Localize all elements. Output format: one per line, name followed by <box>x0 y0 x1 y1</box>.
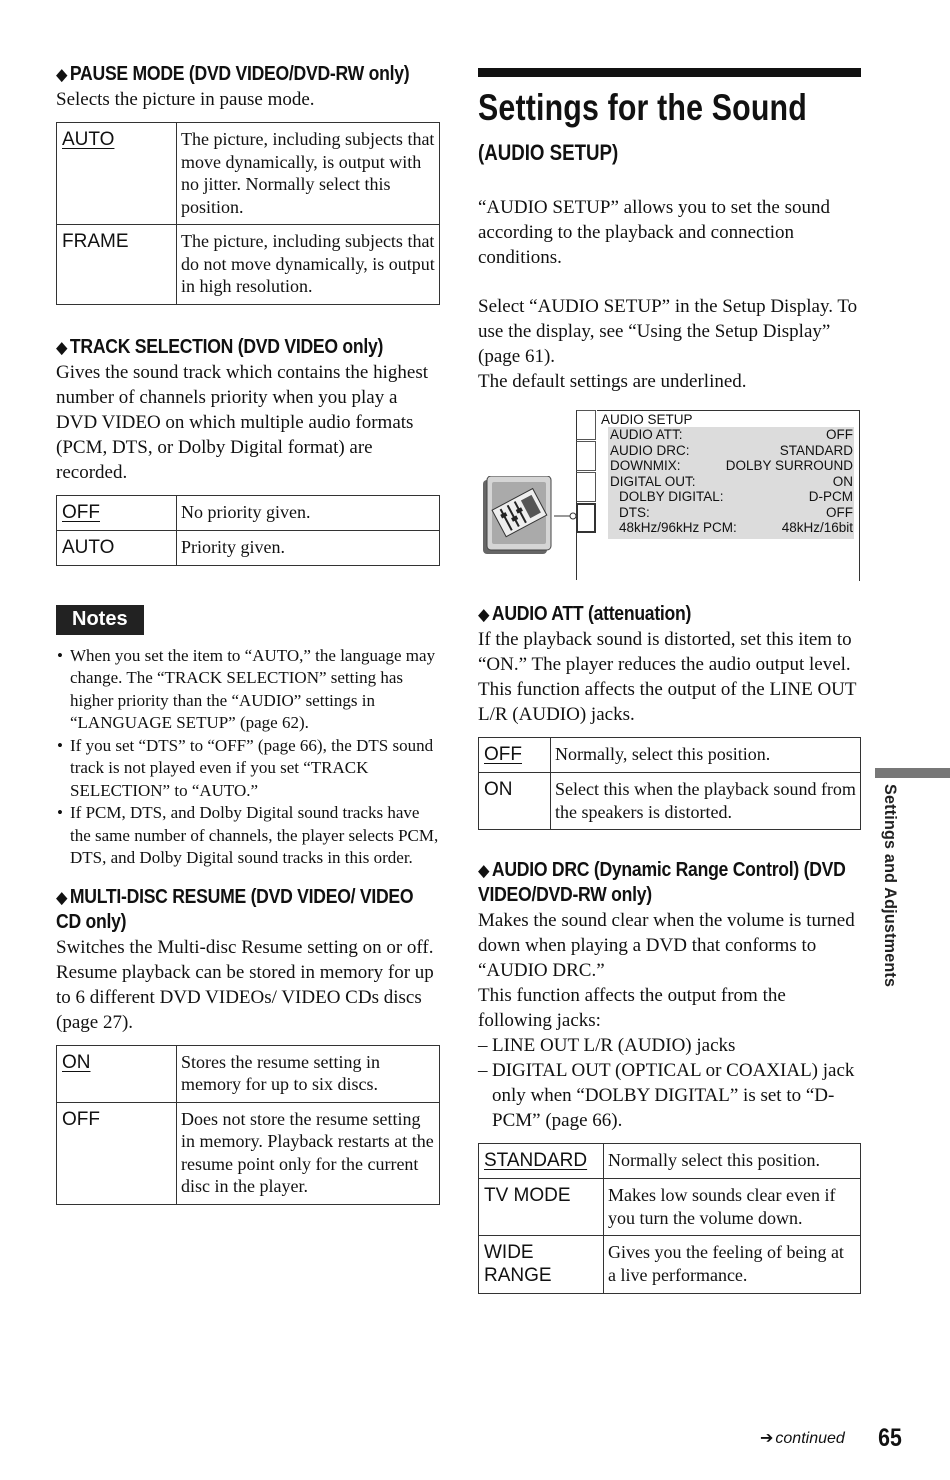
list-item: – DIGITAL OUT (OPTICAL or COAXIAL) jack only when “DOLBY DIGITAL” is set to “D-PCM” (page 66). <box>478 1058 861 1133</box>
audio-att-table <box>478 737 861 830</box>
jack-list <box>478 1033 861 1133</box>
page-footer <box>760 1424 902 1454</box>
setting-row: AUDIO ATT: OFF <box>610 427 853 442</box>
multi-disc-desc: Switches the Multi-disc Resume setting on or off. Resume playback can be stored in memory for up to 6 different DVD VIDEOs/ VIDEO CDs discs (page 27). <box>56 936 434 1033</box>
setting-row: DTS: OFF <box>619 504 853 520</box>
audio-drc-desc-2: This function affects the output from the following jacks: <box>478 985 786 1031</box>
list-item: – LINE OUT L/R (AUDIO) jacks <box>478 1033 861 1058</box>
title-rule <box>478 68 861 77</box>
track-selection-table <box>56 495 440 566</box>
diamond-bullet-icon: ◆ <box>56 337 68 357</box>
table-row: OFF Normally, select this position. <box>479 738 861 773</box>
side-tab-bar <box>875 768 950 778</box>
notes-section <box>56 605 440 870</box>
table-row: TV MODE Makes low sounds clear even if you turn the volume down. <box>479 1179 861 1236</box>
setting-row: 48kHz/96kHz PCM: 48kHz/16bit <box>619 520 853 535</box>
connector-line <box>554 510 578 522</box>
intro-paragraph: “AUDIO SETUP” allows you to set the sound according to the playback and connection conditions. <box>478 197 830 268</box>
table-row: OFF Does not store the resume setting in memory. Playback restarts at the resume point only for the current disc in the player. <box>57 1102 440 1204</box>
setting-row: DOLBY DIGITAL: D-PCM <box>619 489 853 504</box>
audio-att-desc: If the playback sound is distorted, set this item to “ON.” The player reduces the audio output level. <box>478 629 852 675</box>
intro-paragraph-3: The default settings are underlined. <box>478 371 747 392</box>
notes-list <box>56 645 440 870</box>
menu-tab <box>576 441 596 471</box>
pause-mode-heading: ◆ PAUSE MODE (DVD VIDEO/DVD-RW only) <box>56 63 410 85</box>
arrow-right-icon: ➔ <box>760 1430 774 1447</box>
track-selection-desc: Gives the sound track which contains the highest number of channels priority when you play a DVD VIDEO on which multiple audio formats (PCM, DTS, or Dolby Digital format) are recorded. <box>56 361 429 483</box>
multi-disc-heading: ◆ MULTI-DISC RESUME (DVD VIDEO/ VIDEO CD only) <box>56 885 414 933</box>
side-tab-label: Settings and Adjustments <box>881 784 900 988</box>
audio-drc-heading: ◆ AUDIO DRC (Dynamic Range Control) (DVD VIDEO/DVD-RW only) <box>478 859 846 906</box>
diamond-bullet-icon: ◆ <box>56 65 68 84</box>
table-row: ON Select this when the playback sound from the speakers is distorted. <box>479 773 861 830</box>
diamond-bullet-icon: ◆ <box>478 605 490 624</box>
table-row: ON Stores the resume setting in memory for up to six discs. <box>57 1045 440 1102</box>
audio-att-desc-2: This function affects the output of the LINE OUT L/R (AUDIO) jacks. <box>478 679 857 725</box>
diamond-bullet-icon: ◆ <box>478 861 490 880</box>
multi-disc-table <box>56 1045 440 1205</box>
settings-panel <box>608 427 854 539</box>
menu-tab <box>576 410 596 440</box>
audio-setup-screen <box>478 410 861 580</box>
page-number: 65 <box>878 1424 902 1452</box>
audio-drc-table <box>478 1143 861 1294</box>
intro-paragraph-2: Select “AUDIO SETUP” in the Setup Display. To use the display, see “Using the Setup Display” (page 61). <box>478 296 858 367</box>
menu-tab <box>576 472 596 502</box>
screen-header: AUDIO SETUP <box>601 412 693 427</box>
list-item: • If PCM, DTS, and Dolby Digital sound tracks have the same number of channels, the player selects PCM, DTS, and Dolby Digital sound tracks in this order. <box>56 802 440 870</box>
setting-row: AUDIO DRC: STANDARD <box>610 442 853 458</box>
table-row: OFF No priority given. <box>57 495 440 530</box>
audio-setup-icon <box>483 476 553 558</box>
list-item: • When you set the item to “AUTO,” the language may change. The “TRACK SELECTION” setting has higher priority than the “AUDIO” settings in “LANGUAGE SETUP” (page 62). <box>56 645 440 735</box>
table-row: STANDARD Normally select this position. <box>479 1144 861 1179</box>
audio-att-heading: ◆ AUDIO ATT (attenuation) <box>478 603 692 625</box>
pause-mode-table <box>56 122 440 305</box>
table-row: AUTO Priority given. <box>57 530 440 565</box>
left-column <box>56 62 440 1205</box>
diamond-bullet-icon: ◆ <box>56 887 68 907</box>
continued-label: ➔ continued <box>760 1430 845 1447</box>
track-selection-heading: ◆ TRACK SELECTION (DVD VIDEO only) <box>56 335 384 358</box>
list-item: • If you set “DTS” to “OFF” (page 66), the DTS sound track is not played even if you set “TRACK SELECTION” to “AUTO.” <box>56 735 440 803</box>
table-row: AUTO The picture, including subjects that move dynamically, is output with no jitter. Normally select this position. <box>57 123 440 225</box>
setting-row: DOWNMIX: DOLBY SURROUND <box>610 458 853 473</box>
table-row: WIDE RANGE Gives you the feeling of being at a live performance. <box>479 1236 861 1294</box>
right-column <box>478 68 861 1294</box>
pause-mode-desc: Selects the picture in pause mode. <box>56 89 315 110</box>
page-subtitle: (AUDIO SETUP) <box>478 140 619 165</box>
setting-row: DIGITAL OUT: ON <box>610 473 853 489</box>
notes-badge: Notes <box>56 605 144 635</box>
menu-tab-selected <box>576 503 596 533</box>
audio-drc-desc: Makes the sound clear when the volume is turned down when playing a DVD that conforms to “AUDIO DRC.” <box>478 910 855 981</box>
table-row: FRAME The picture, including subjects that do not move dynamically, is output in high resolution. <box>57 225 440 305</box>
page-title: Settings for the Sound <box>478 87 807 128</box>
